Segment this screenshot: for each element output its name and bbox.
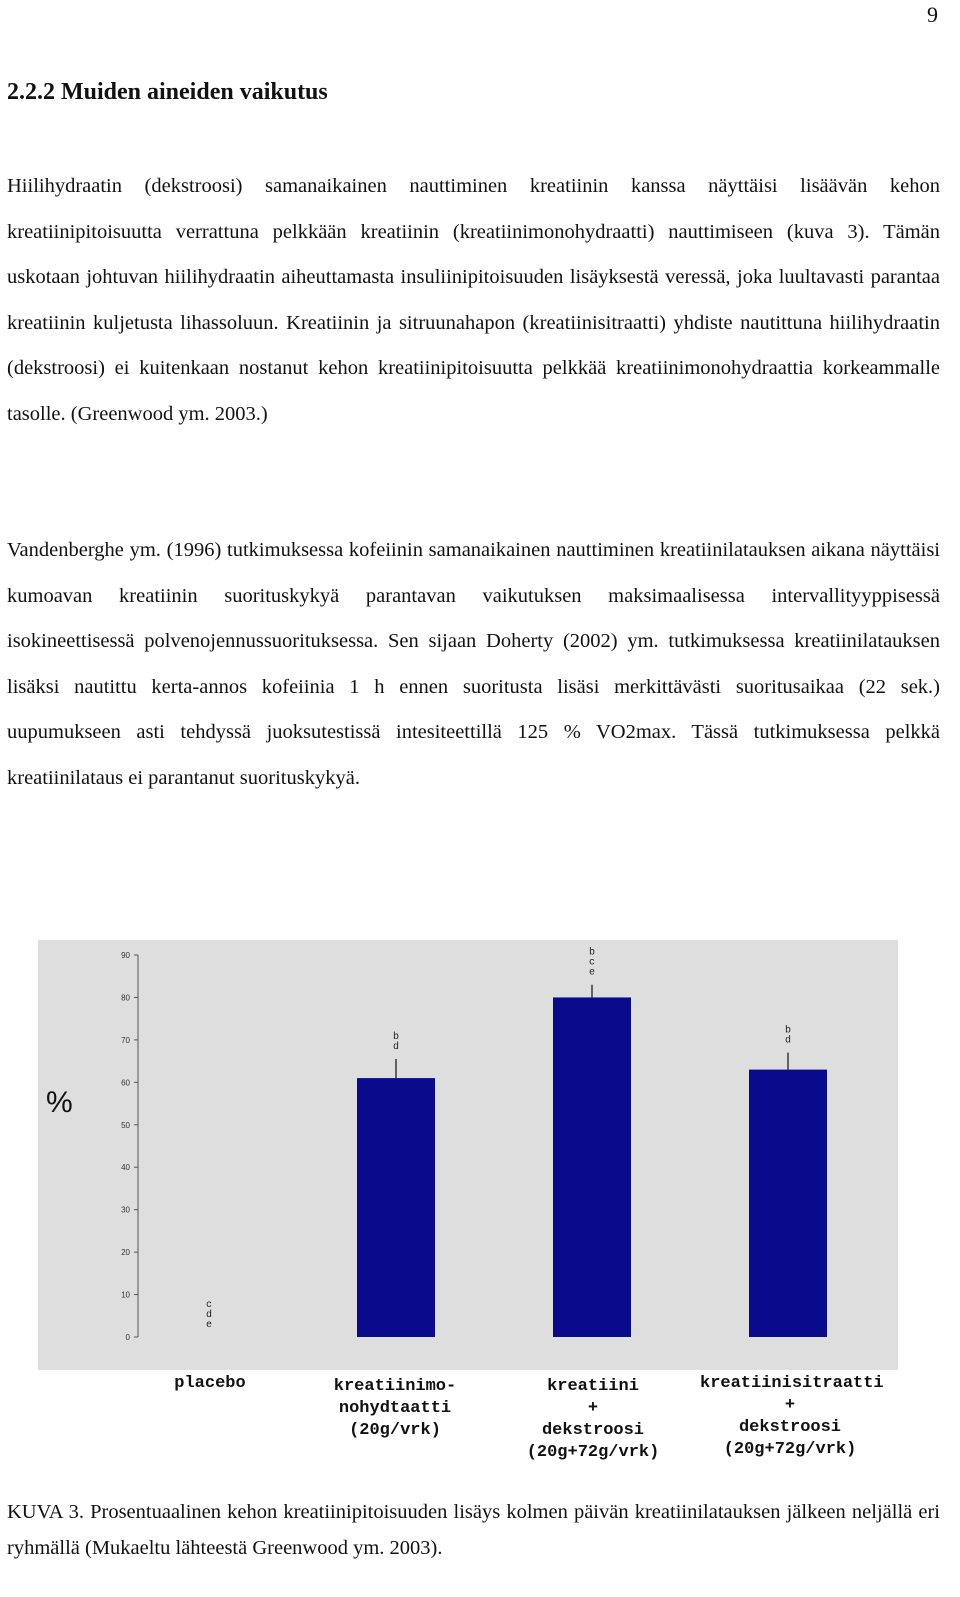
significance-letter: b: [784, 1025, 792, 1037]
y-tick-label: 40: [121, 1163, 130, 1173]
figure-caption: KUVA 3. Prosentuaalinen kehon kreatiinipitoisuuden lisäys kolmen päivän kreatiinilatauksen jälkeen neljällä eri ryhmällä (Mukaeltu lähteestä Greenwood ym. 2003).: [7, 1501, 940, 1559]
significance-letter: b: [588, 947, 596, 959]
y-tick-label: 70: [121, 1035, 130, 1045]
paragraph-caffeine: Vandenberghe ym. (1996) tutkimuksessa kofeiinin samanaikainen nauttiminen kreatiinilatauksen aikana näyttäisi kumoavan kreatiinin suorituskykyä parantavan vaikutuksen maksimaalisessa intervallityyppisessä isokineettisessä polvenojennussuorituksessa. Sen sijaan Doherty (2002) ym. tutkimuksessa kreatiinilatauksen lisäksi nautittu kerta-annos kofeiinia 1 h ennen suoritusta lisäsi merkittävästi suoritusaikaa (22 sek.) uupumukseen asti tehdyssä juoksutestissä intesiteettillä 125 % VO2max. Tässä tutkimuksessa pelkkä kreatiinilataus ei parantanut suorituskykyä.: [7, 539, 940, 789]
y-tick-label: 10: [121, 1290, 130, 1300]
paragraph-carbohydrate: Hiilihydraatin (dekstroosi) samanaikainen nauttiminen kreatiinin kanssa näyttäisi lisäävän kehon kreatiinipitoisuutta verrattuna pelkkään kreatiinin (kreatiinimonohydraatti) nauttimiseen (kuva 3). Tämän uskotaan johtuvan hiilihydraatin aiheuttamasta insuliinipitoisuuden lisäyksestä veressä, joka luultavasti parantaa kreatiinin kuljetusta lihassoluun. Kreatiinin ja sitruunahapon (kreatiinisitraatti) yhdiste nautittuna hiilihydraatin (dekstroosi) ei kuitenkaan nostanut kehon kreatiinipitoisuutta pelkkää kreatiinimonohydraattia korkeammalle tasolle. (Greenwood ym. 2003.): [7, 175, 940, 425]
category-label-citrate-dextrose: kreatiinisitraatti + dekstroosi (20g+72g/vrk): [700, 1374, 884, 1459]
page-number: 9: [927, 2, 938, 27]
category-label-creatine-dextrose: kreatiini + dekstroosi (20g+72g/vrk): [526, 1377, 660, 1462]
bar: [749, 1070, 827, 1337]
significance-letter: d: [392, 1041, 400, 1053]
significance-letter: d: [205, 1310, 213, 1321]
section-heading: 2.2.2 Muiden aineiden vaikutus: [7, 79, 328, 105]
y-tick-label: 20: [121, 1248, 130, 1258]
y-tick-label: 60: [121, 1078, 130, 1088]
category-label-placebo: placebo: [174, 1374, 246, 1393]
significance-letter: c: [588, 957, 596, 969]
y-axis-label: %: [46, 1086, 73, 1119]
y-tick-label: 80: [121, 993, 130, 1003]
figure-bar-chart: [38, 940, 898, 1370]
significance-letter: c: [205, 1300, 213, 1311]
bar: [357, 1078, 435, 1337]
significance-letter: d: [784, 1035, 792, 1047]
y-tick-label: 0: [125, 1333, 130, 1342]
category-label-creatine-monohydrate: kreatiinimo- nohydtaatti (20g/vrk): [333, 1377, 457, 1440]
y-tick-label: 30: [121, 1205, 130, 1215]
significance-letter: e: [588, 967, 596, 979]
significance-letter: e: [205, 1320, 213, 1331]
y-tick-label: 50: [121, 1120, 130, 1130]
chart-canvas: [38, 940, 898, 1370]
bar: [553, 997, 631, 1337]
y-tick-label: 90: [121, 951, 130, 960]
significance-letter: b: [392, 1031, 400, 1043]
